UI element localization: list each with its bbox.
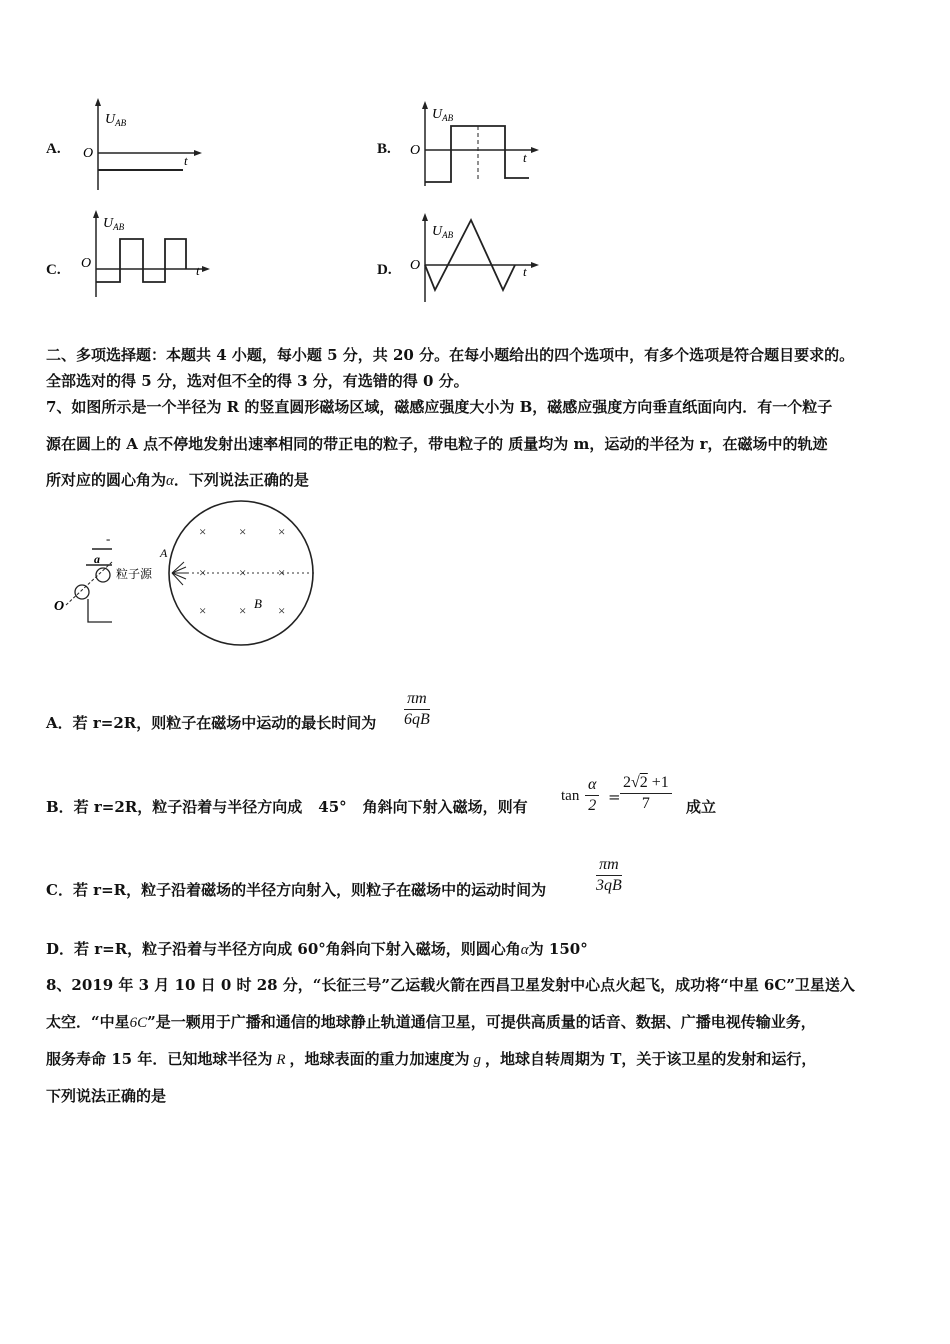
svg-text:O: O <box>54 599 65 614</box>
q7-option-b[interactable]: B．若 r=2R，粒子沿着与半径方向成 45° 角斜向下射入磁场，则有 <box>46 798 528 816</box>
svg-text:×: × <box>278 565 286 580</box>
q7-option-d[interactable]: D．若 r=R，粒子沿着与半径方向成 60°角斜向下射入磁场，则圆心角α为 150° <box>46 940 588 958</box>
svg-text:O: O <box>410 143 421 158</box>
q7-line2: 源在圆上的 A 点不停地发射出速率相同的带正电的粒子，带电粒子的 质量均为 m，运动的半径为 r，在磁场中的轨迹 <box>46 435 828 453</box>
tan-lhs-fraction: $\frac{\alpha}{2}$ <box>585 776 599 815</box>
q8-line2: 太空．“中星6C”是一颗用于广播和通信的地球静止轨道通信卫星，可提供高质量的话音、数据、广播电视传输业务， <box>46 1013 816 1031</box>
svg-text:O: O <box>410 258 421 273</box>
svg-text:t: t <box>523 150 527 165</box>
alpha-symbol: α <box>166 473 174 489</box>
svg-text:×: × <box>239 603 247 618</box>
tan-label: tan <box>561 788 580 804</box>
svg-text:O: O <box>83 146 94 161</box>
svg-text:t: t <box>184 153 188 168</box>
q8-line4: 下列说法正确的是 <box>46 1087 167 1105</box>
svg-text:×: × <box>278 524 286 539</box>
svg-text:×: × <box>278 603 286 618</box>
svg-text:UAB: $U_{AB}$ <box>432 107 454 123</box>
svg-text:UAB: $U_{AB}$ <box>105 112 127 128</box>
q7-option-c[interactable]: C．若 r=R，粒子沿着磁场的半径方向射入，则粒子在磁场中的运动时间为 <box>46 881 547 899</box>
svg-text:A: A <box>160 546 168 560</box>
svg-text:×: × <box>199 524 207 539</box>
option-a-label: A. <box>46 141 61 157</box>
graph-d <box>405 210 545 305</box>
q7-option-a[interactable]: A．若 r=2R，则粒子在磁场中运动的最长时间为 <box>46 714 377 732</box>
svg-text:粒子源: 粒子源 <box>116 567 153 581</box>
graph-b <box>405 98 545 193</box>
q7-magnetic-field-figure <box>46 500 326 660</box>
q8-line3: 服务寿命 15 年．已知地球半径为 R ，地球表面的重力加速度为 g ，地球自转周期为 T，关于该卫星的发射和运行， <box>46 1050 817 1068</box>
svg-text:a: a <box>94 552 100 566</box>
q7-option-c-fraction: $\frac{\pi m}{3qB}$ <box>596 856 622 894</box>
q7-line3: 所对应的圆心角为α．下列说法正确的是 <box>46 471 309 489</box>
option-d-label: D. <box>377 262 392 278</box>
q7-line1: 7、如图所示是一个半径为 R 的竖直圆形磁场区域，磁感应强度大小为 B，磁感应强度方向垂直纸面向内．有一个粒子 <box>46 398 833 416</box>
section-header-line1: 二、多项选择题：本题共 4 小题，每小题 5 分，共 20 分。在每小题给出的四个选项中，有多个选项是符合题目要求的。 <box>46 346 855 364</box>
section-header-line2: 全部选对的得 5 分，选对但不全的得 3 分，有选错的得 0 分。 <box>46 372 469 390</box>
option-c-label: C. <box>46 262 61 278</box>
svg-text:B: B <box>254 596 262 611</box>
q8-line1: 8、2019 年 3 月 10 日 0 时 28 分，“长征三号”乙运载火箭在西昌卫星发射中心点火起飞，成功将“中星 6C”卫星送入 <box>46 976 855 994</box>
svg-text:×: × <box>199 603 207 618</box>
svg-text:O: O <box>81 256 92 271</box>
tan-rhs-fraction: $\frac{2√2 +1}{7}$ <box>620 774 672 813</box>
graph-c <box>76 207 216 302</box>
graph-a <box>78 95 208 195</box>
svg-text:t: t <box>196 263 200 278</box>
option-b-tail: 成立 <box>686 798 717 816</box>
svg-text:UAB: $U_{AB}$ <box>432 224 454 240</box>
option-b-label: B. <box>377 141 391 157</box>
svg-text:-: - <box>106 531 111 546</box>
svg-text:UAB: $U_{AB}$ <box>103 216 125 232</box>
equals-sign: = <box>608 788 621 806</box>
q7-option-a-fraction: $\frac{\pi m}{6qB}$ <box>404 690 430 728</box>
svg-text:×: × <box>239 524 247 539</box>
svg-text:×: × <box>199 565 207 580</box>
svg-text:×: × <box>239 565 247 580</box>
svg-text:t: t <box>523 264 527 279</box>
